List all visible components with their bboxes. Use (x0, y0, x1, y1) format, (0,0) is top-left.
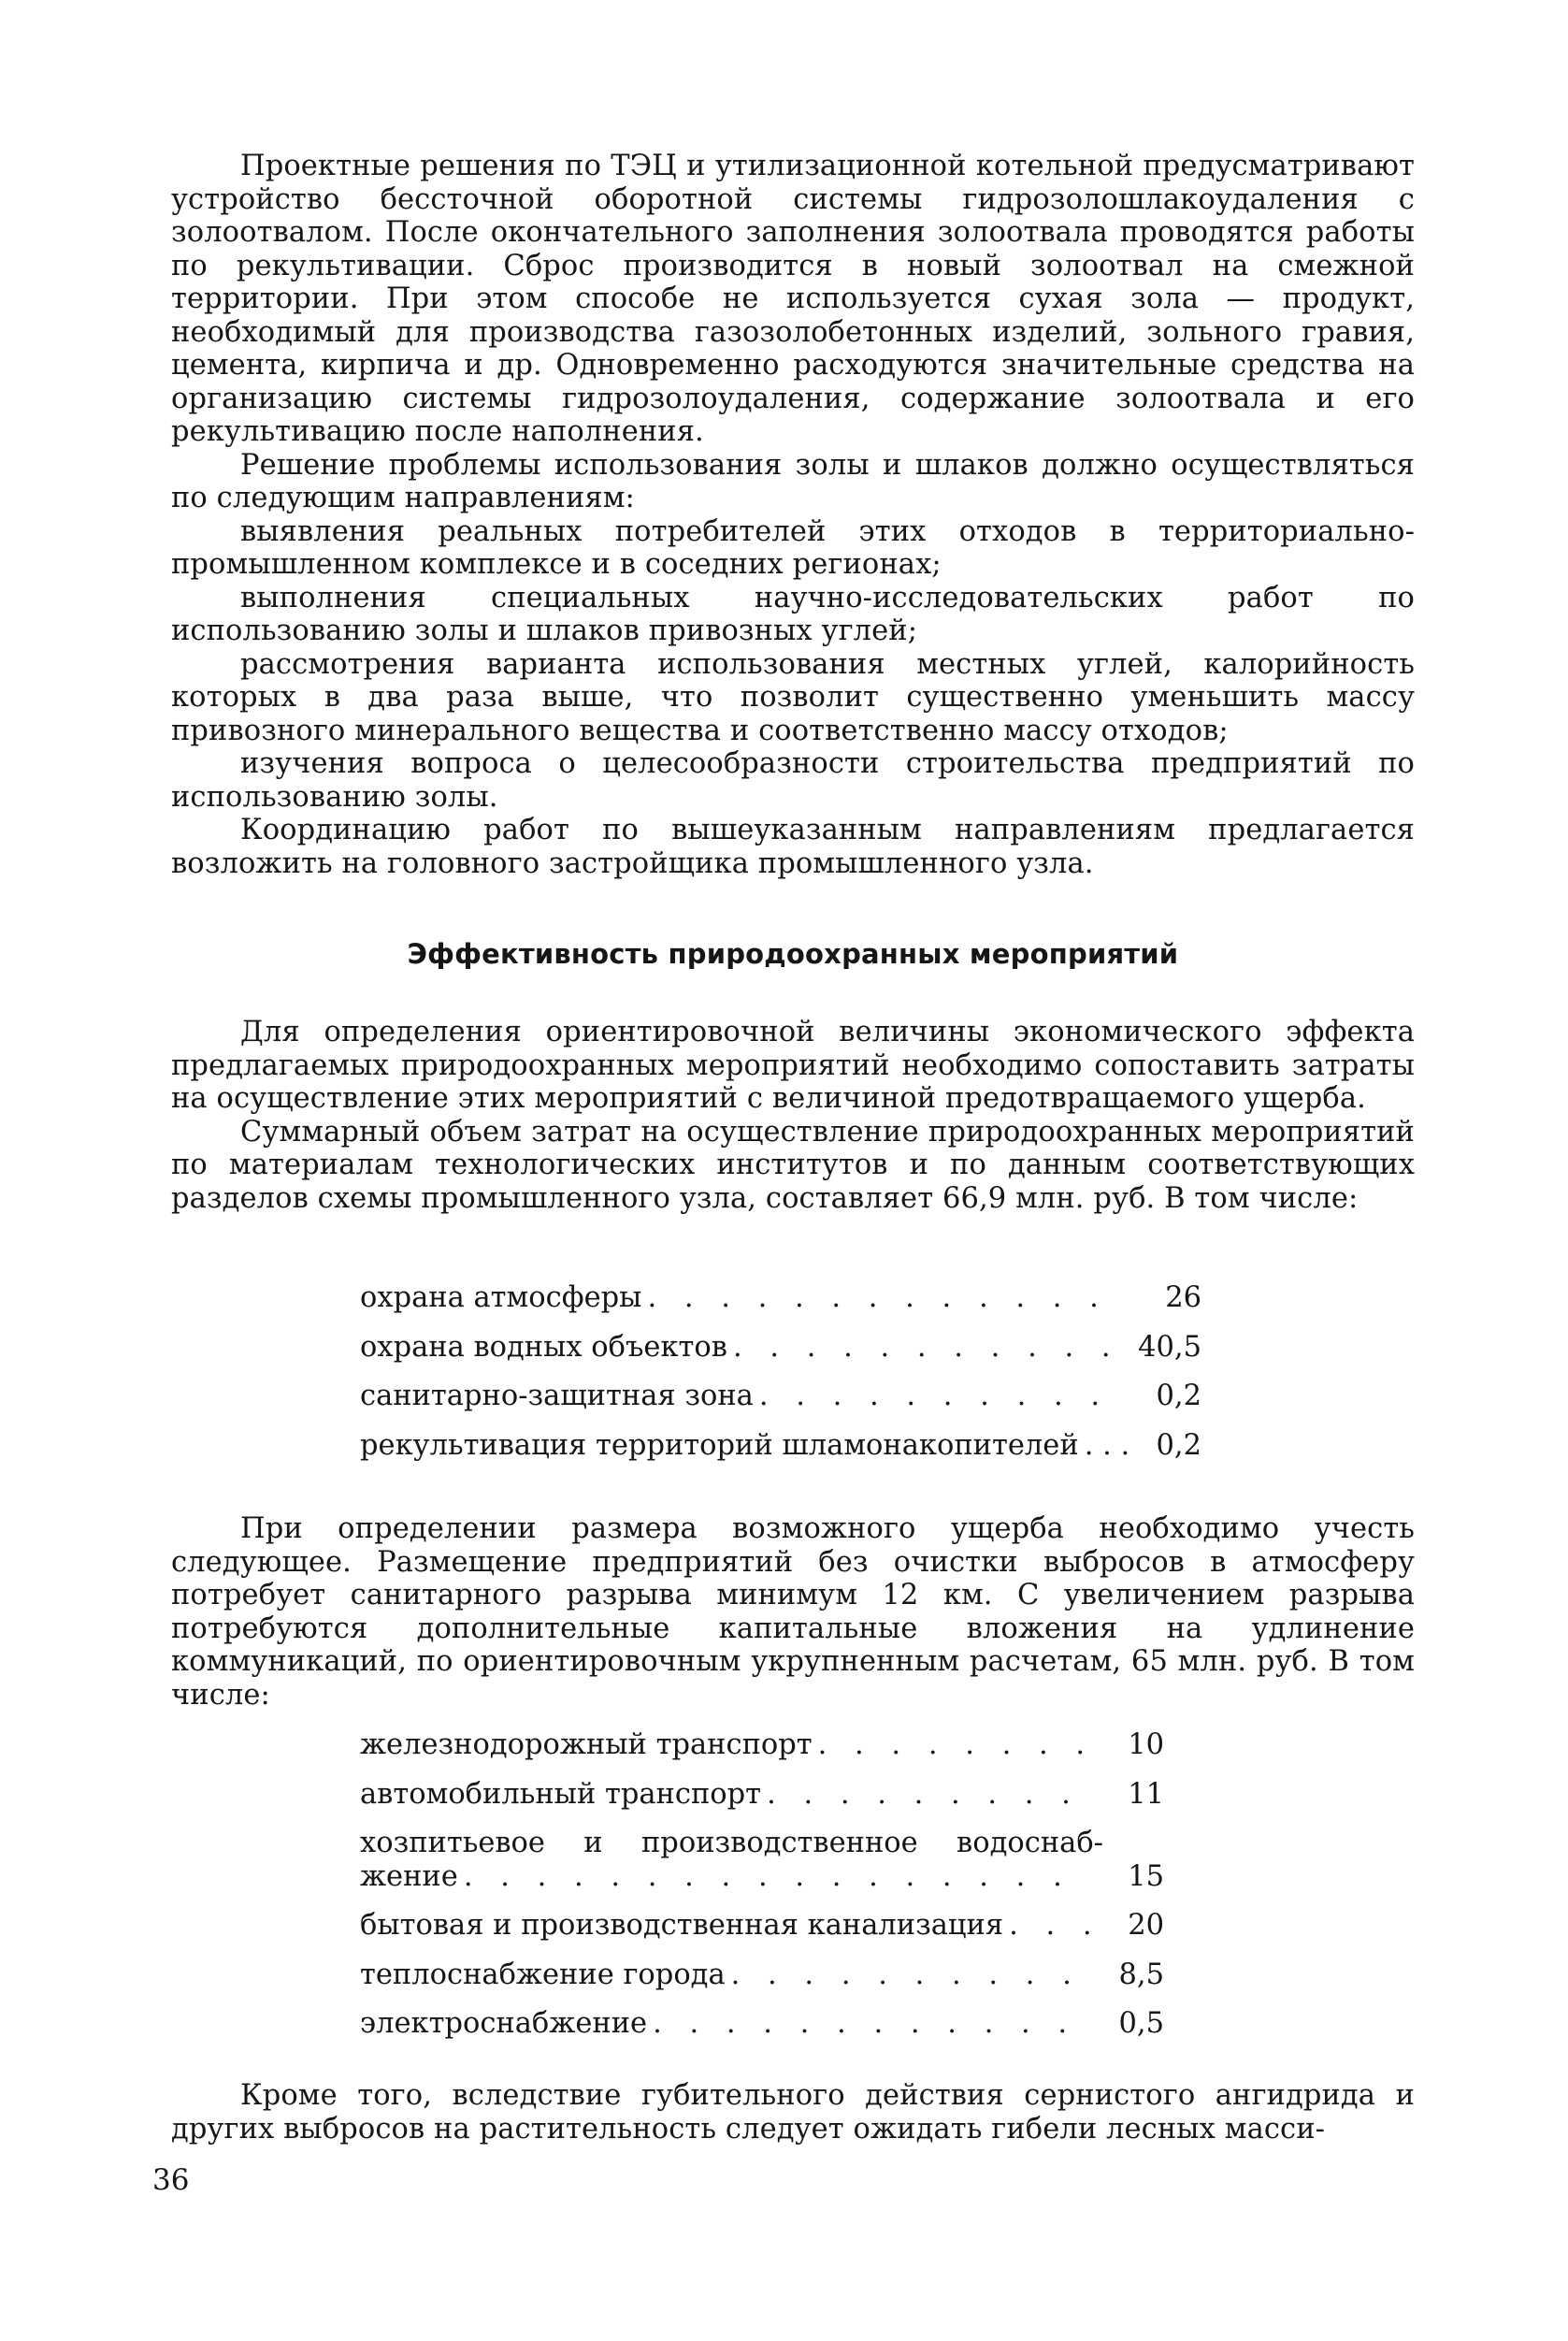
item-value: 20 (1128, 1909, 1164, 1942)
item-label-line1: хозпитьевое и производственное водоснаб- (360, 1827, 1103, 1859)
list-item: рассмотрения варианта использования местных углей, калорийность которых в два раза выше, что позволит существенно уменьшить массу привозного минерального вещества и соответственно массу отходов; (171, 647, 1415, 747)
dot-leader (647, 1281, 1129, 1315)
list-item (360, 1429, 1201, 1463)
text-block-ash-solutions (171, 150, 1415, 880)
item-value: 0,5 (1118, 2007, 1164, 2040)
list-item: выполнения специальных научно-исследовательских работ по использованию золы и шлаков привозных углей; (171, 581, 1415, 647)
list-item (360, 1909, 1164, 1943)
dot-leader (1085, 1429, 1129, 1463)
item-label: охрана водных объектов (360, 1330, 727, 1364)
list-item: изучения вопроса о целесообразности строительства предприятий по использованию золы. (171, 747, 1415, 814)
section-heading: Эффективность природоохранных мероприятий (407, 938, 1179, 970)
cost-breakdown-list (360, 1281, 1201, 1478)
text-block-damage (171, 1512, 1415, 1712)
item-value: 0,2 (1156, 1428, 1201, 1462)
paragraph: При определении размера возможного ущерба необходимо учесть следующее. Размещение предприятий без очистки выбросов в атмосферу потребует санитарного разрыва минимум 12 км. С увеличением разрыва потребуются дополнительные капитальные вложения на удлинение коммуникаций, по ориентировочным укрупненным расчетам, 65 млн. руб. В том числе: (171, 1512, 1415, 1712)
list-item (360, 1958, 1164, 1992)
item-label: бытовая и производственная канализация (360, 1909, 1004, 1942)
item-value: 40,5 (1138, 1330, 1201, 1364)
list-item (360, 1380, 1201, 1413)
item-label: жение (360, 1859, 458, 1893)
dot-leader (818, 1728, 1091, 1762)
dot-leader (653, 2007, 1091, 2041)
item-label: санитарно-защитная зона (360, 1380, 754, 1412)
paragraph: Суммарный объем затрат на осуществление природоохранных мероприятий по материалам технологических институтов и по данным соответствующих разделов схемы промышленного узла, составляет 66,9 млн. руб. В том числе: (171, 1115, 1415, 1215)
item-value: 10 (1128, 1728, 1164, 1761)
paragraph: Проектные решения по ТЭЦ и утилизационной котельной предусматривают устройство бессточной оборотной системы гидрозолошлакоудаления с золоотвалом. После окончательного заполнения золоотвала проводятся работы по рекультивации. Сброс производится в новый золоотвал на смежной территории. При этом способе не используется сухая зола — продукт, необходимый для производства газозолобетонных изделий, зольного гравия, цемента, кирпича и др. Одновременно расходуются значительные средства на организацию системы гидрозолоудаления, содержание золоотвала и его рекультивацию после наполнения. (171, 150, 1415, 448)
paragraph: Для определения ориентировочной величины экономического эффекта предлагаемых природоохранных мероприятий необходимо сопоставить затраты на осуществление этих мероприятий с величиной предотвращаемого ущерба. (171, 1016, 1415, 1115)
item-label: автомобильный транспорт (360, 1777, 762, 1811)
dot-leader (767, 1778, 1091, 1812)
dot-leader (464, 1860, 1091, 1894)
item-label: электроснабжение (360, 2007, 648, 2040)
list-item (360, 1827, 1164, 1893)
item-value: 26 (1165, 1281, 1201, 1314)
list-item (360, 1778, 1164, 1812)
item-label: теплоснабжение города (360, 1958, 726, 1991)
dot-leader (731, 1958, 1091, 1992)
page-number: 36 (152, 2163, 190, 2197)
list-item (360, 1331, 1201, 1365)
item-value: 8,5 (1118, 1958, 1164, 1991)
dot-leader (1009, 1909, 1091, 1943)
text-block-closing (171, 2079, 1415, 2146)
list-item (360, 1281, 1201, 1315)
dot-leader (759, 1380, 1129, 1413)
item-label: рекультивация территорий шламонакопителей (360, 1428, 1079, 1462)
item-value: 15 (1128, 1859, 1164, 1893)
item-value: 11 (1128, 1777, 1164, 1811)
list-item (360, 1728, 1164, 1762)
item-value: 0,2 (1156, 1380, 1201, 1412)
dot-leader (733, 1331, 1129, 1365)
text-block-effectiveness (171, 1016, 1415, 1215)
list-item (360, 2007, 1164, 2041)
item-label-line2-row (360, 1860, 1164, 1894)
item-label: охрана атмосферы (360, 1281, 642, 1314)
capital-investment-list (360, 1728, 1164, 2057)
paragraph: Кроме того, вследствие губительного действия сернистого ангидрида и других выбросов на растительность следует ожидать гибели лесных масси- (171, 2079, 1415, 2146)
item-label: железнодорожный транспорт (360, 1728, 813, 1761)
paragraph: Решение проблемы использования золы и шлаков должно осуществляться по следующим направлениям: (171, 448, 1415, 514)
paragraph: Координацию работ по вышеуказанным направлениям предлагается возложить на головного застройщика промышленного узла. (171, 814, 1415, 880)
list-item: выявления реальных потребителей этих отходов в территориально-промышленном комплексе и в соседних регионах; (171, 514, 1415, 581)
